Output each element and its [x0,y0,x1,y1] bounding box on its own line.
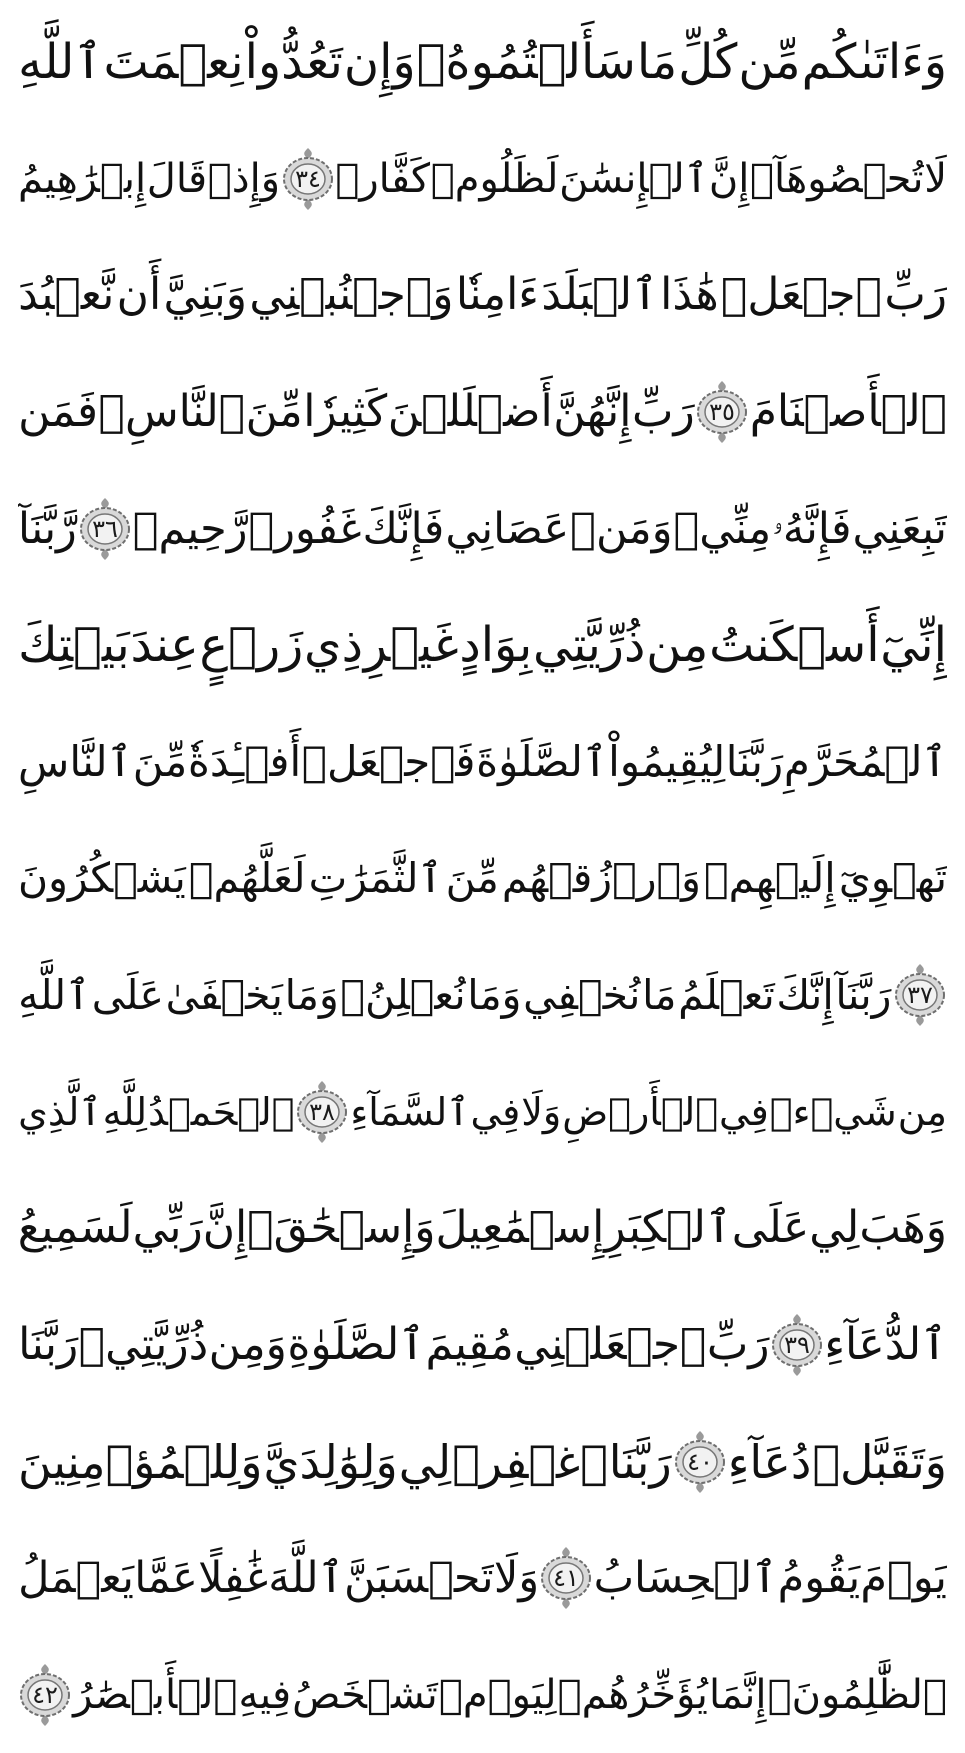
verse-word: يَشۡكُرُونَ [18,854,186,903]
ayah-number-marker [539,1545,593,1611]
verse-word: كَثِيرٗا [303,385,388,437]
verse-word: فَإِنَّكَ [362,503,445,554]
verse-word: لَعَلَّهُمۡ [188,854,306,903]
verse-word: مِّنَ [245,385,303,437]
verse-word: عَلَى [731,1202,810,1254]
verse-word: غَفُورٞ [248,503,362,554]
verse-word: رَبَّنَا [608,1434,672,1489]
verse-word: وَهَبَ [859,1202,947,1254]
verse-word: أَضۡلَلۡنَ [387,385,553,437]
verse-word: إِنَّهُنَّ [553,385,632,437]
verse-word: رَبَّنَآ [835,971,892,1020]
text-line [18,14,947,110]
verse-word: لِلَّهِ [102,1089,148,1134]
text-line [18,364,947,460]
ayah-number: ٤١ [553,1564,580,1593]
verse-word: إِنَّمَا [708,1671,767,1718]
verse-word: فِيهِ [238,1671,292,1718]
ayah-number-marker [770,1312,824,1378]
verse-word: زَرۡعٍ [199,617,304,674]
verse-word: عَصَانِي [445,503,570,554]
verse-word: تَعُدُّواْ [244,34,343,90]
verse-word: رَبَّنَا [18,1319,79,1371]
verse-word: تَعۡلَمُ [678,971,775,1020]
text-line [18,1530,947,1626]
ayah-number-marker [695,379,749,445]
verse-word: ذُرِّيَّتِي [532,617,646,674]
text-line [18,1647,947,1743]
ayah-number-marker [295,1079,349,1145]
verse-word: مِّن [738,34,801,90]
verse-word: وَءَاتَىٰكُم [801,34,947,90]
verse-word: لَظَلُومٞ [430,155,559,202]
verse-word: تَحۡسَبَنَّ [344,1553,494,1604]
verse-word: ٱجۡعَلۡ [721,269,882,321]
ayah-number: ٣٨ [309,1097,336,1126]
ayah-number: ٤٢ [32,1680,58,1709]
ayah-number-marker [673,1429,727,1495]
verse-word: يَعۡمَلُ [18,1553,135,1604]
verse-word: بَيۡتِكَ [18,617,130,674]
verse-word: وَمِن [208,1319,287,1371]
ayah-number-marker [18,1662,72,1728]
verse-word: فَمَن [18,385,99,437]
verse-word: وَٱرۡزُقۡهُم [501,854,701,903]
text-line [18,597,947,693]
verse-word: مَا [642,971,677,1020]
text-line [18,1297,947,1393]
ayah-number: ٣٤ [294,164,321,193]
verse-word: وَلَا [521,1089,562,1134]
verse-word: وَمَا [467,971,522,1020]
verse-word: وَلَا [493,1553,540,1604]
verse-word: يُؤَخِّرُهُمۡ [557,1671,708,1718]
verse-word: يَوۡمَ [860,1553,947,1604]
verse-word: نَّعۡبُدَ [18,269,115,321]
verse-word: قَالَ [146,155,208,202]
verse-word: وَٱجۡنُبۡنِي [249,269,454,321]
ayah-number-marker [893,962,947,1028]
text-line [18,714,947,810]
verse-word: لِي [809,1202,860,1254]
verse-word: مِّنَ [132,736,188,786]
verse-word: رَبِّ [632,385,695,437]
ayah-number: ٣٧ [907,981,933,1010]
verse-word: مُقِيمَ [425,1319,514,1371]
ayah-number: ٣٦ [91,514,118,543]
text-line [18,1180,947,1276]
verse-word: نِعۡمَتَ [103,34,244,90]
verse-word: لِيَوۡمٖ [438,1671,557,1718]
ayah-number-marker [78,496,132,562]
verse-word: إِبۡرَٰهِيمُ [18,155,147,202]
verse-word: إِنَّ [202,1202,248,1254]
verse-word: كُلِّ [678,34,738,90]
verse-word: يَقُومُ [777,1553,861,1604]
verse-word: فَإِنَّهُۥ [772,503,852,554]
verse-word: كَفَّارٞ [335,155,431,202]
verse-word: ٱلۡبَلَدَ [541,269,658,321]
verse-word: يَخۡفَىٰ [165,971,283,1020]
verse-word: عِندَ [130,617,199,674]
verse-word: ٱلدُّعَآءِ [824,1319,947,1371]
text-line [18,830,947,926]
verse-word: إِلَيۡهِمۡ [704,854,836,903]
verse-word: رَبِّي [132,1202,203,1254]
verse-word: ٱلنَّاسِ [18,736,133,786]
verse-word: وَبَنِيَّ [163,269,247,321]
verse-word: ٱلۡحِسَابُ [593,1553,778,1604]
verse-word: لَسَمِيعُ [18,1202,133,1254]
verse-word: وَلِوَٰلِدَيَّ [263,1434,398,1489]
verse-word: عَلَى [91,971,164,1020]
text-line [18,481,947,577]
verse-word: وَمَنۡ [570,503,673,554]
verse-word: عَمَّا [134,1553,198,1604]
verse-word: شَيۡءٖ [769,1089,897,1134]
verse-word: لَا [924,155,947,202]
verse-word: غَيۡرِ [363,617,459,674]
verse-word: نُخۡفِي [523,971,641,1020]
verse-word: لِيُقِيمُواْ [608,736,726,786]
verse-word: ٱلۡأَبۡصَٰرُ [73,1671,238,1718]
verse-word: ٱللَّهِ [18,34,103,90]
verse-word: وَتَقَبَّلۡ [812,1434,947,1489]
verse-word: وَإِن [343,34,416,90]
verse-word: إِنِّيٓ [880,617,947,674]
verse-word: ٱلۡإِنسَٰنَ [559,155,709,202]
text-line [18,1414,947,1510]
verse-word: فِي [719,1089,769,1134]
verse-word: وَإِذۡ [207,155,281,202]
verse-lines [18,14,947,1743]
verse-word: ٱلصَّلَوٰةِ [287,1319,426,1371]
verse-word: مِن [897,1089,947,1134]
verse-word: ٱغۡفِرۡ [452,1434,608,1489]
verse-word: أَن [116,269,162,321]
verse-word: إِنَّ [708,155,750,202]
verse-word: ٱلَّذِي [18,1089,102,1134]
verse-word: مَا [636,34,678,90]
verse-word: تَشۡخَصُ [292,1671,438,1718]
ayah-number: ٤٠ [686,1447,713,1476]
verse-word: دُعَآءِ [727,1434,812,1489]
verse-word: فَٱجۡعَلۡ [301,736,476,786]
verse-word: ٱلۡأَرۡضِ [562,1089,719,1134]
verse-word: وَإِسۡحَٰقَۚ [247,1202,436,1254]
verse-word: إِسۡمَٰعِيلَ [435,1202,605,1254]
text-line [18,1064,947,1160]
verse-word: ٱلظَّٰلِمُونَۚ [767,1671,947,1718]
verse-word: ٱلۡحَمۡدُ [148,1089,295,1134]
verse-word: نُعۡلِنُۗ [340,971,466,1020]
verse-word: رَبِّ [706,1319,770,1371]
verse-word: ٱللَّهَ [268,1553,344,1604]
verse-word: مِن [646,617,709,674]
verse-word: لِي [398,1434,452,1489]
verse-word: بِوَادٍ [459,617,533,674]
verse-word: ٱلسَّمَآءِ [350,1089,470,1134]
verse-word: أَفۡـِٔدَةٗ [187,736,302,786]
verse-word: إِنَّكَ [776,971,834,1020]
verse-word: مِّنَ [445,854,499,903]
verse-word: ٱلۡأَصۡنَامَ [749,385,947,437]
verse-word: ٱجۡعَلۡنِي [514,1319,707,1371]
text-line [18,247,947,343]
verse-word: وَلِلۡمُؤۡمِنِينَ [18,1434,263,1489]
verse-word: رَبِّ [884,269,947,321]
verse-word: ٱلۡمُحَرَّمِ [783,736,947,786]
verse-word: وَمَا [284,971,339,1020]
verse-word: ٱلصَّلَوٰةَ [476,736,608,786]
ayah-number: ٣٥ [709,397,736,426]
text-line [18,131,947,227]
verse-word: فِي [470,1089,521,1134]
verse-word: ٱلثَّمَرَٰتِ [308,854,443,903]
verse-word: رَبَّنَا [725,736,784,786]
verse-word: مِنِّيۖ [673,503,772,554]
verse-word: تُحۡصُوهَآۗ [749,155,924,202]
verse-word: أَسۡكَنتُ [709,617,880,674]
verse-word: ٱلۡكِبَرِ [604,1202,732,1254]
verse-word: سَأَلۡتُمُوهُۚ [416,34,636,90]
verse-word: ءَامِنٗا [455,269,539,321]
verse-word: ٱللَّهِ [18,971,91,1020]
verse-word: ذِي [304,617,363,674]
verse-word: ذُرِّيَّتِيۚ [78,1319,209,1371]
verse-word: غَٰفِلًا [198,1553,268,1604]
ayah-number-marker [281,146,335,212]
verse-word: تَبِعَنِي [852,503,947,554]
verse-word: ٱلنَّاسِۖ [98,385,246,437]
verse-word: تَهۡوِيٓ [838,854,947,903]
verse-word: رَّبَّنَآ [18,503,77,554]
verse-word: رَّحِيمٞ [132,503,248,554]
verse-word: هَٰذَا [660,269,719,321]
text-line [18,947,947,1043]
ayah-number: ٣٩ [784,1331,810,1360]
